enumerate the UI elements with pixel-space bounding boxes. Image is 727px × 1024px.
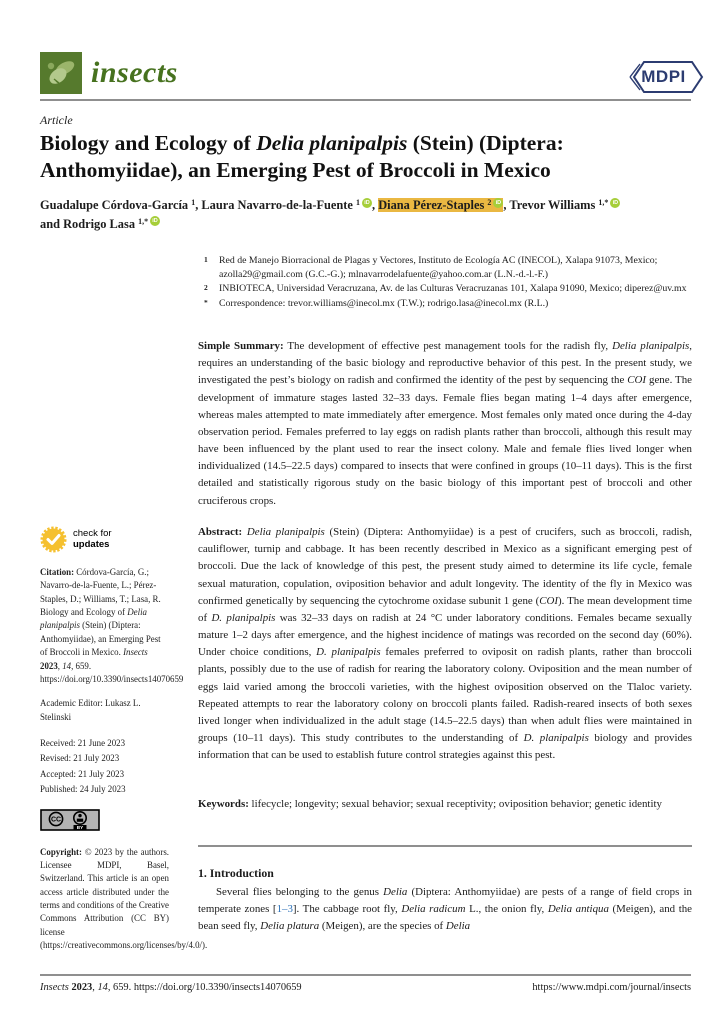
orcid-icon[interactable]: iD [150,216,160,226]
affiliation-1 [204,254,693,282]
citation-block: Citation: Córdova-García, G.; Navarro-de-la-Fuente, L.; Pérez-Staples, D.; Williams, T.; Lasa, R. Biology and Ecology of Delia planipalpis (Stein) (Diptera: Anthomyiidae), an Emerging Pest of Broccoli in Mexico. Insects 2023, 14, 659. https://doi.org/10.3390/insects14070659 [40,567,184,684]
article-type-label: Article [40,113,73,127]
affiliations [204,254,693,311]
published-date: Published: 24 July 2023 [40,783,126,794]
abstract: Abstract: Delia planipalpis (Stein) (Diptera: Anthomyiidae) is a pest of crucifers, such as broccoli, radish, cauliflower, turnip and cabbage. It has been recently described in Mexico as a significant emerging pest of broccoli. Due the lack of knowledge of this pest, the present study aimed to determine its life cycle, female sexual maturation, copulation, oviposition behavior and adult longevity. The identity of the fly in Mexico was confirmed genetically by sequencing the cytochrome oxidase subunit 1 gene (COI). The mean development time of D. planipalpis was 32–33 days on radish at 24 °C under laboratory conditions. Females became sexually mature 1–2 days after emergence, and the highest incidence of matings was recorded on the second day (60%). Under choice conditions, D. planipalpis females preferred to oviposit on radish plants, rather than broccoli plants, possibly due to the use of radish for rearing the laboratory colony. Oviposition and the mean number of eggs laid varied among the broccoli varieties, with the highest oviposition observed on the Tlaloc variety. Repeated attempts to rear the laboratory colony on broccoli plants failed. Radish-reared insects of both sexes lived longer when individualized in the adult stage (14.5–22.5 days) than when adult flies were maintained in groups (10–11 days). This study contributes to the understanding of D. planipalpis biology and provides information that can be used to establish future control strategies against this pest. [198,526,692,762]
affiliation-text: INBIOTECA, Universidad Veracruzana, Av. de las Culturas Veracruzanas 101, Xalapa 91090, Mexico; diperez@uv.mx [219,283,687,295]
article-meta-sidebar [40,526,208,952]
introduction-text: Several flies belonging to the genus Delia (Diptera: Anthomyiidae) are pests of a range of field crops in temperate zones [1–3]. The cabbage root fly, Delia radicum L., the onion fly, Delia antiqua (Meigen), and the bean seed fly, Delia platura (Meigen), are the species of Delia [198,886,693,933]
svg-text:CC: CC [50,816,62,824]
article-title [40,130,680,183]
highlighted-author: Diana Pérez-Staples $^2$ iD [378,198,503,212]
article-dates [40,736,169,797]
journal-logo [40,52,178,94]
mdpi-logo [620,58,707,98]
revised-date: Revised: 21 July 2023 [40,753,120,764]
check-for-updates-icon [40,526,67,553]
article-title-line1: Biology and Ecology of Delia planipalpis (Stein) (Diptera: [40,131,564,155]
correspondence [204,297,693,311]
author-line-1: Guadalupe Córdova-García $^1$, Laura Navarro-de-la-Fuente $^1$ iD , Diana Pérez-Staples $^2$ iD , Trevor Williams $^{1,*}$ iD [40,198,620,212]
author-list [40,196,690,233]
footer-citation[interactable]: Insects 2023, 14, 659. https://doi.org/10.3390/insects14070659 [40,982,302,993]
orcid-icon[interactable]: iD [493,198,503,208]
received-date: Received: 21 June 2023 [40,737,126,748]
affiliation-2 [204,282,693,296]
author-line-2: and Rodrigo Lasa $^{1,*}$ iD [40,217,160,231]
copyright-notice: Copyright: © 2023 by the authors. Licensee MDPI, Basel, Switzerland. This article is an open access article distributed under the terms and conditions of the Creative Commons Attribution (CC BY) license (https://creativecommons.org/licenses/by/4.0/). [40,846,208,951]
section-heading-introduction: 1. Introduction [198,866,274,880]
accepted-date: Accepted: 21 July 2023 [40,768,125,779]
check-for-updates-label: check for updates [73,527,112,550]
mdpi-label: MDPI [641,67,686,86]
correspondence-marker: * [204,297,208,307]
simple-summary: Simple Summary: The development of effective pest management tools for the radish fly, Delia planipalpis, requires an understanding of the basic biology and reproductive behavior of this pest. In the present study, we investigated the pest’s biology on radish and confirmed the identity of the pest by sequencing the COI gene. The development of immature stages lasted 32–33 days. Female flies began mating 1–4 days after emergence, whereas males attempted to mate immediately after emergence. Most females only mated once during the 4-day observation period. Females preferred to lay eggs on radish plants rather than broccoli, although this result may have been influenced by the plant used to rear the insect colony. Male and female flies lived longer when individualized (14.5–22.5 days) compared to insects that were confined in groups (10–11 days). This is the first detailed and statistically rigorous study on the basic biology of this important pest of broccoli and other cruciferous crops. [198,340,693,507]
citation-link[interactable]: 1–3 [276,903,293,916]
orcid-icon[interactable]: iD [610,198,620,208]
page-footer [40,982,691,993]
header-divider [40,99,691,101]
academic-editor: Academic Editor: Lukasz L. Stelinski [40,698,141,722]
article-title-line2: Anthomyiidae), an Emerging Pest of Broccoli in Mexico [40,157,551,182]
affiliation-marker: 2 [204,283,208,293]
affiliation-text: Red de Manejo Biorracional de Plagas y Vectores, Instituto de Ecología AC (INECOL), Xalapa 91073, Mexico; azolla29@gmail.com (G.C.-G.); mlnavarrodelafuente@yahoo.com.ar (L.N.-d.-l.-F.) [219,255,658,281]
cc-by-license-badge[interactable] [40,809,169,835]
orcid-icon[interactable]: iD [362,198,372,208]
affiliation-marker: 1 [204,255,208,264]
insects-fly-icon [40,52,82,94]
check-for-updates-badge[interactable] [40,526,169,553]
keywords-divider [198,845,692,847]
journal-name: insects [91,56,178,89]
introduction-paragraph [198,884,692,936]
cc-by-icon [40,809,100,831]
keywords: Keywords: lifecycle; longevity; sexual behavior; sexual receptivity; oviposition behavior; genetic identity [198,798,662,810]
svg-text:BY: BY [76,825,84,831]
footer-journal-url[interactable]: https://www.mdpi.com/journal/insects [532,982,691,993]
footer-divider [40,974,691,976]
correspondence-text: Correspondence: trevor.williams@inecol.mx (T.W.); rodrigo.lasa@inecol.mx (R.L.) [219,297,549,309]
